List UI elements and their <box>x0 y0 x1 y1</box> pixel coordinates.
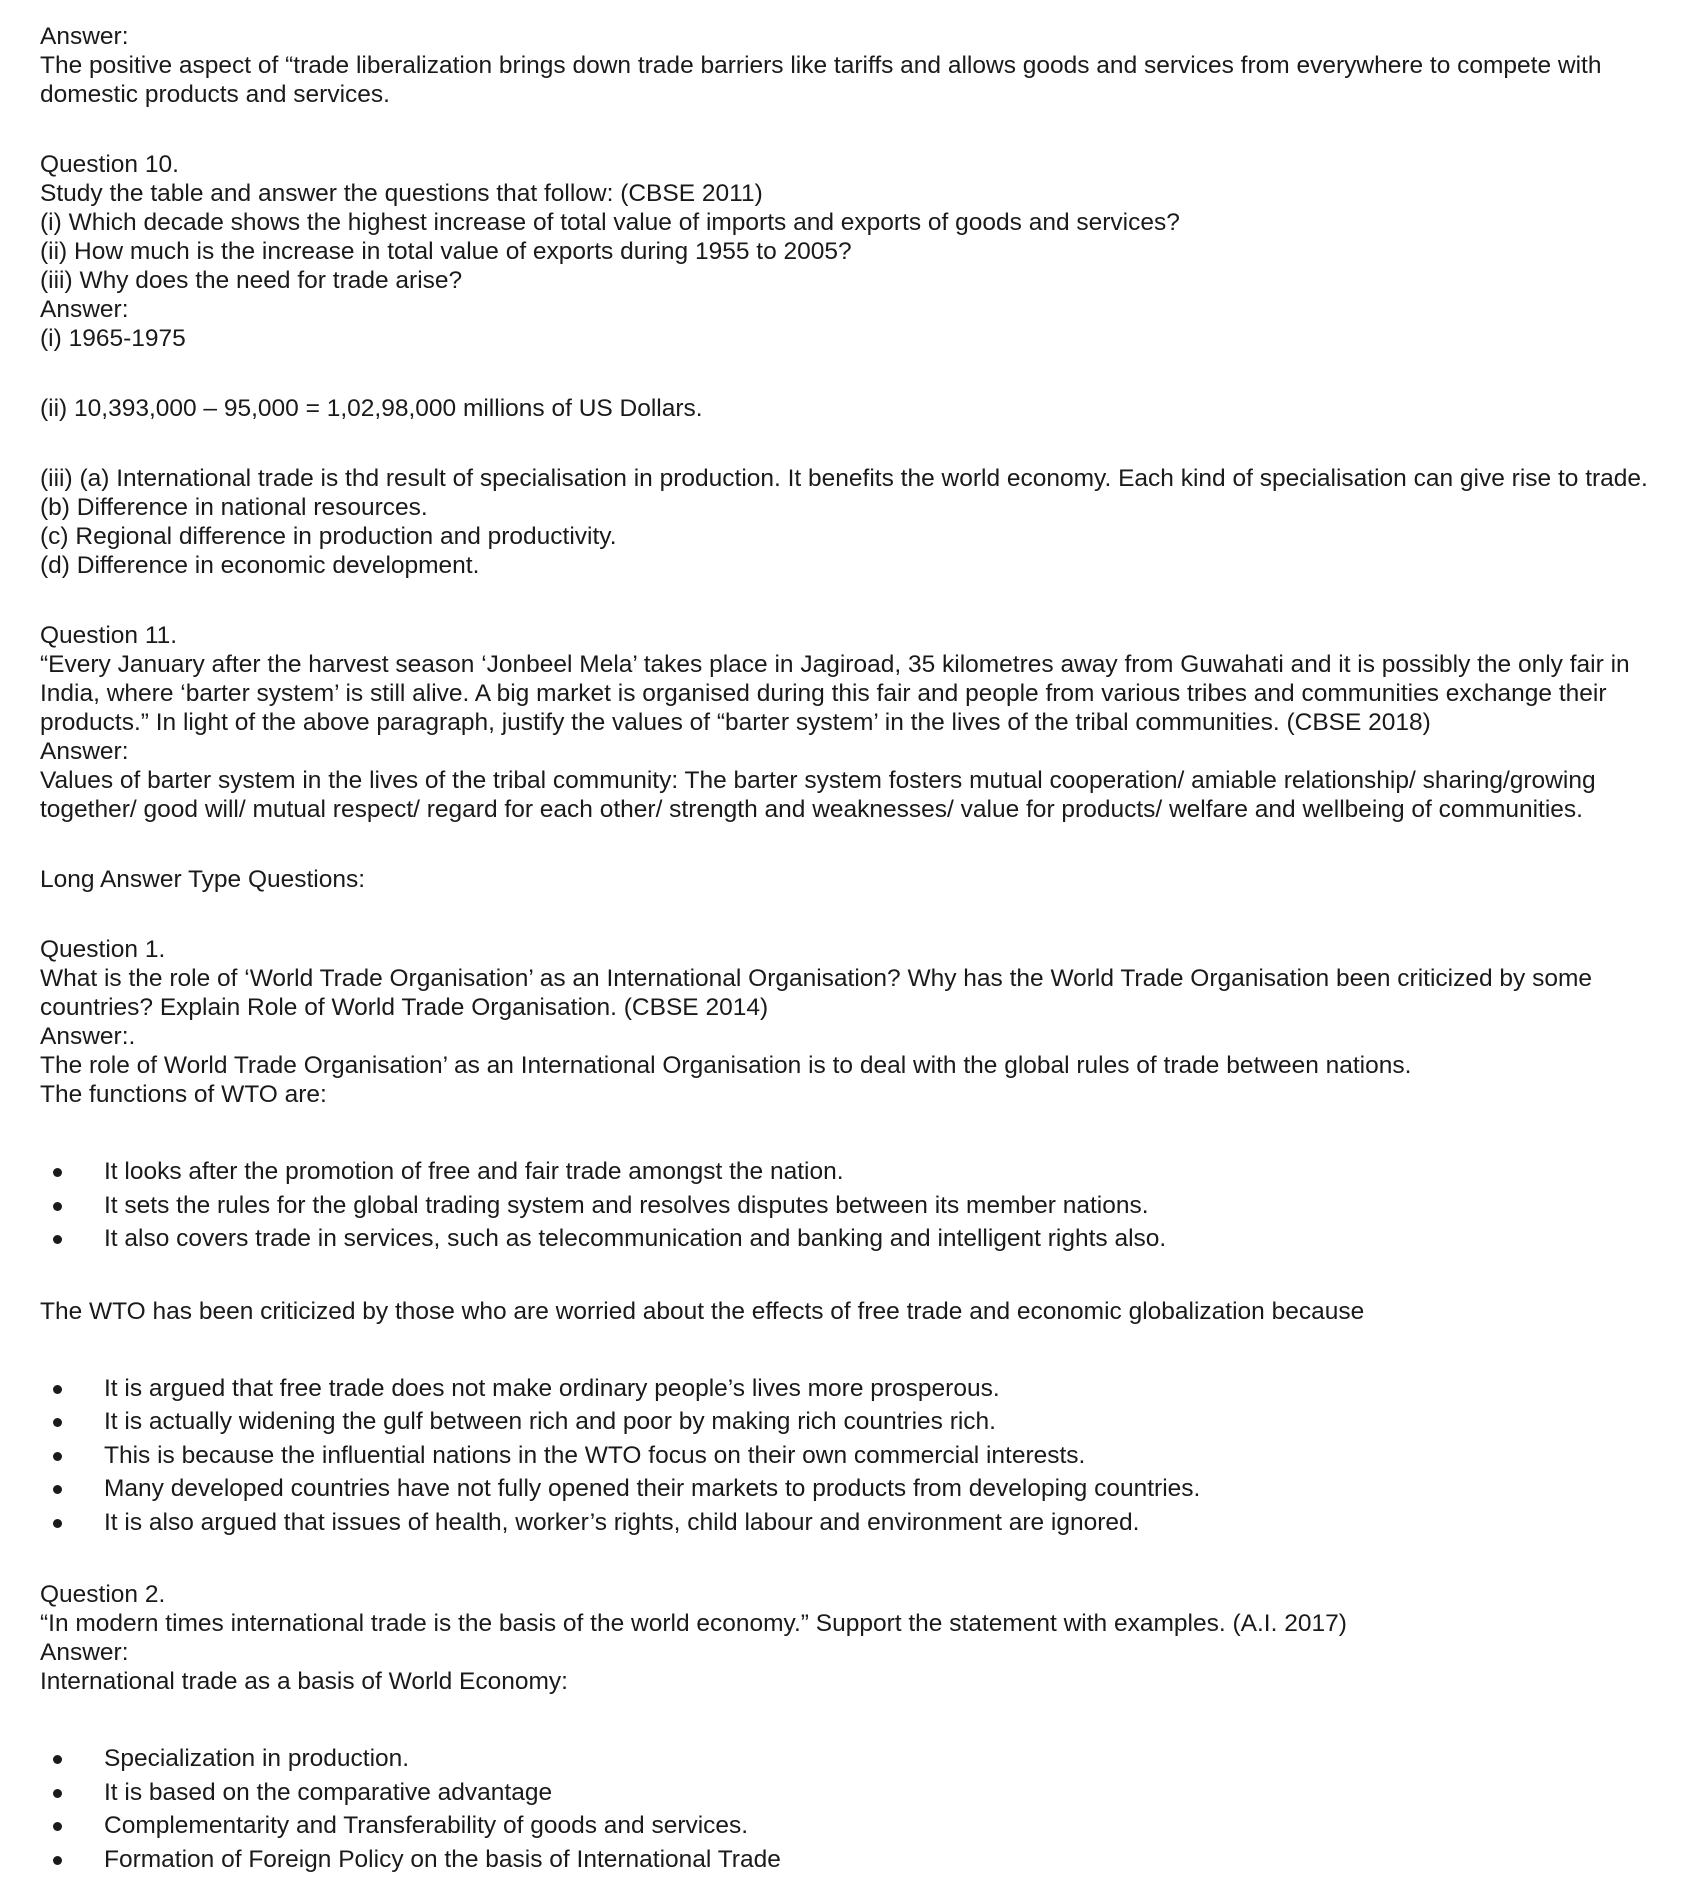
long-question-2-title: Question 2. <box>40 1581 166 1608</box>
wto-criticism-intro: The WTO has been criticized by those who are worried about the effects of free trade and economic globalization because <box>40 1297 1365 1325</box>
question-10-title: Question 10. <box>40 151 179 178</box>
question-10-answer-3c: (c) Regional difference in production and productivity. <box>40 523 617 550</box>
answer-label: Answer: <box>40 738 129 765</box>
answer-label: Answer:. <box>40 1023 136 1050</box>
long-question-1-answer-line-2: The functions of WTO are: <box>40 1081 327 1108</box>
spacer <box>40 1109 1660 1155</box>
question-10-answer-1: (i) 1965-1975 <box>40 325 186 352</box>
answer-label: Answer: <box>40 296 129 323</box>
list-item: Many developed countries have not fully opened their markets to products from developing countries. <box>40 1472 1660 1506</box>
question-10-answer-3d: (d) Difference in economic development. <box>40 552 480 579</box>
list-item: Specialization in production. <box>40 1742 1660 1776</box>
bullet-icon <box>53 1822 62 1831</box>
spacer <box>40 1539 1660 1580</box>
long-question-1-text: What is the role of ‘World Trade Organisation’ as an International Organisation? Why has the World Trade Organisation been criticized by some countries? Explain Role of World Trade Organisation. (CBSE 2014) <box>40 965 1599 1021</box>
bullet-icon <box>53 1418 62 1427</box>
world-economy-points-list <box>40 1742 1660 1876</box>
spacer <box>40 824 1660 865</box>
question-10-part-3: (iii) Why does the need for trade arise? <box>40 267 463 294</box>
bullet-icon <box>53 1202 62 1211</box>
spacer <box>40 1256 1660 1297</box>
list-item: It is based on the comparative advantage <box>40 1776 1660 1810</box>
list-item: It is actually widening the gulf between rich and poor by making rich countries rich. <box>40 1405 1660 1439</box>
spacer <box>40 894 1660 935</box>
list-item: Formation of Foreign Policy on the basis of International Trade <box>40 1843 1660 1877</box>
bullet-icon <box>53 1856 62 1865</box>
spacer <box>40 423 1660 464</box>
list-item: It looks after the promotion of free and fair trade amongst the nation. <box>40 1155 1660 1189</box>
answer-label: Answer: <box>40 1639 129 1666</box>
answer-label: Answer: <box>40 23 129 50</box>
question-10-answer-2: (ii) 10,393,000 – 95,000 = 1,02,98,000 millions of US Dollars. <box>40 395 703 422</box>
wto-criticisms-list <box>40 1372 1660 1540</box>
bullet-icon <box>53 1755 62 1764</box>
question-10-part-2: (ii) How much is the increase in total value of exports during 1955 to 2005? <box>40 238 852 265</box>
bullet-icon <box>53 1519 62 1528</box>
list-item: It is argued that free trade does not make ordinary people’s lives more prosperous. <box>40 1372 1660 1406</box>
question-10-intro: Study the table and answer the questions that follow: (CBSE 2011) <box>40 180 763 207</box>
spacer <box>40 1326 1660 1372</box>
bullet-icon <box>53 1485 62 1494</box>
list-item: Complementarity and Transferability of goods and services. <box>40 1809 1660 1843</box>
long-question-1-answer-line-1: The role of World Trade Organisation’ as an International Organisation is to deal with the global rules of trade between nations. <box>40 1052 1412 1079</box>
question-11-answer: Values of barter system in the lives of the tribal community: The barter system fosters mutual cooperation/ amiable relationship/ sharing/growing together/ good will/ mutual respect/ regard for each other/ strength and weaknesses/ value for products/ welfare and wellbeing of communities. <box>40 767 1603 823</box>
list-item: This is because the influential nations in the WTO focus on their own commercial interests. <box>40 1439 1660 1473</box>
long-question-2-text: “In modern times international trade is the basis of the world economy.” Support the statement with examples. (A.I. 2017) <box>40 1610 1347 1637</box>
question-10-answer-3a: (iii) (a) International trade is thd result of specialisation in production. It benefits the world economy. Each kind of specialisation can give rise to trade. <box>40 465 1648 492</box>
question-11-title: Question 11. <box>40 622 178 649</box>
section-heading: Long Answer Type Questions: <box>40 866 366 893</box>
bullet-icon <box>53 1452 62 1461</box>
bullet-icon <box>53 1235 62 1244</box>
bullet-icon <box>53 1385 62 1394</box>
spacer <box>40 1696 1660 1742</box>
bullet-icon <box>53 1168 62 1177</box>
question-10-part-1: (i) Which decade shows the highest increase of total value of imports and exports of goods and services? <box>40 209 1180 236</box>
answer-text: The positive aspect of “trade liberalization brings down trade barriers like tariffs and allows goods and services from everywhere to compete with domestic products and services. <box>40 52 1609 108</box>
wto-functions-list <box>40 1155 1660 1256</box>
spacer <box>40 109 1660 150</box>
bullet-icon <box>53 1789 62 1798</box>
long-question-1-title: Question 1. <box>40 936 166 963</box>
question-11-text: “Every January after the harvest season ‘Jonbeel Mela’ takes place in Jagiroad, 35 kilometres away from Guwahati and it is possibly the only fair in India, where ‘barter system’ is still alive. A big market is organised during this fair and people from various tribes and communities exchange their products.” In light of the above paragraph, justify the values of “barter system’ in the lives of the tribal communities. (CBSE 2018) <box>40 651 1637 736</box>
spacer <box>40 353 1660 394</box>
list-item: It is also argued that issues of health, worker’s rights, child labour and environment are ignored. <box>40 1506 1660 1540</box>
question-10-answer-3b: (b) Difference in national resources. <box>40 494 428 521</box>
list-item: It sets the rules for the global trading system and resolves disputes between its member nations. <box>40 1189 1660 1223</box>
long-question-2-answer-intro: International trade as a basis of World Economy: <box>40 1668 568 1695</box>
list-item: It also covers trade in services, such as telecommunication and banking and intelligent rights also. <box>40 1222 1660 1256</box>
spacer <box>40 580 1660 621</box>
